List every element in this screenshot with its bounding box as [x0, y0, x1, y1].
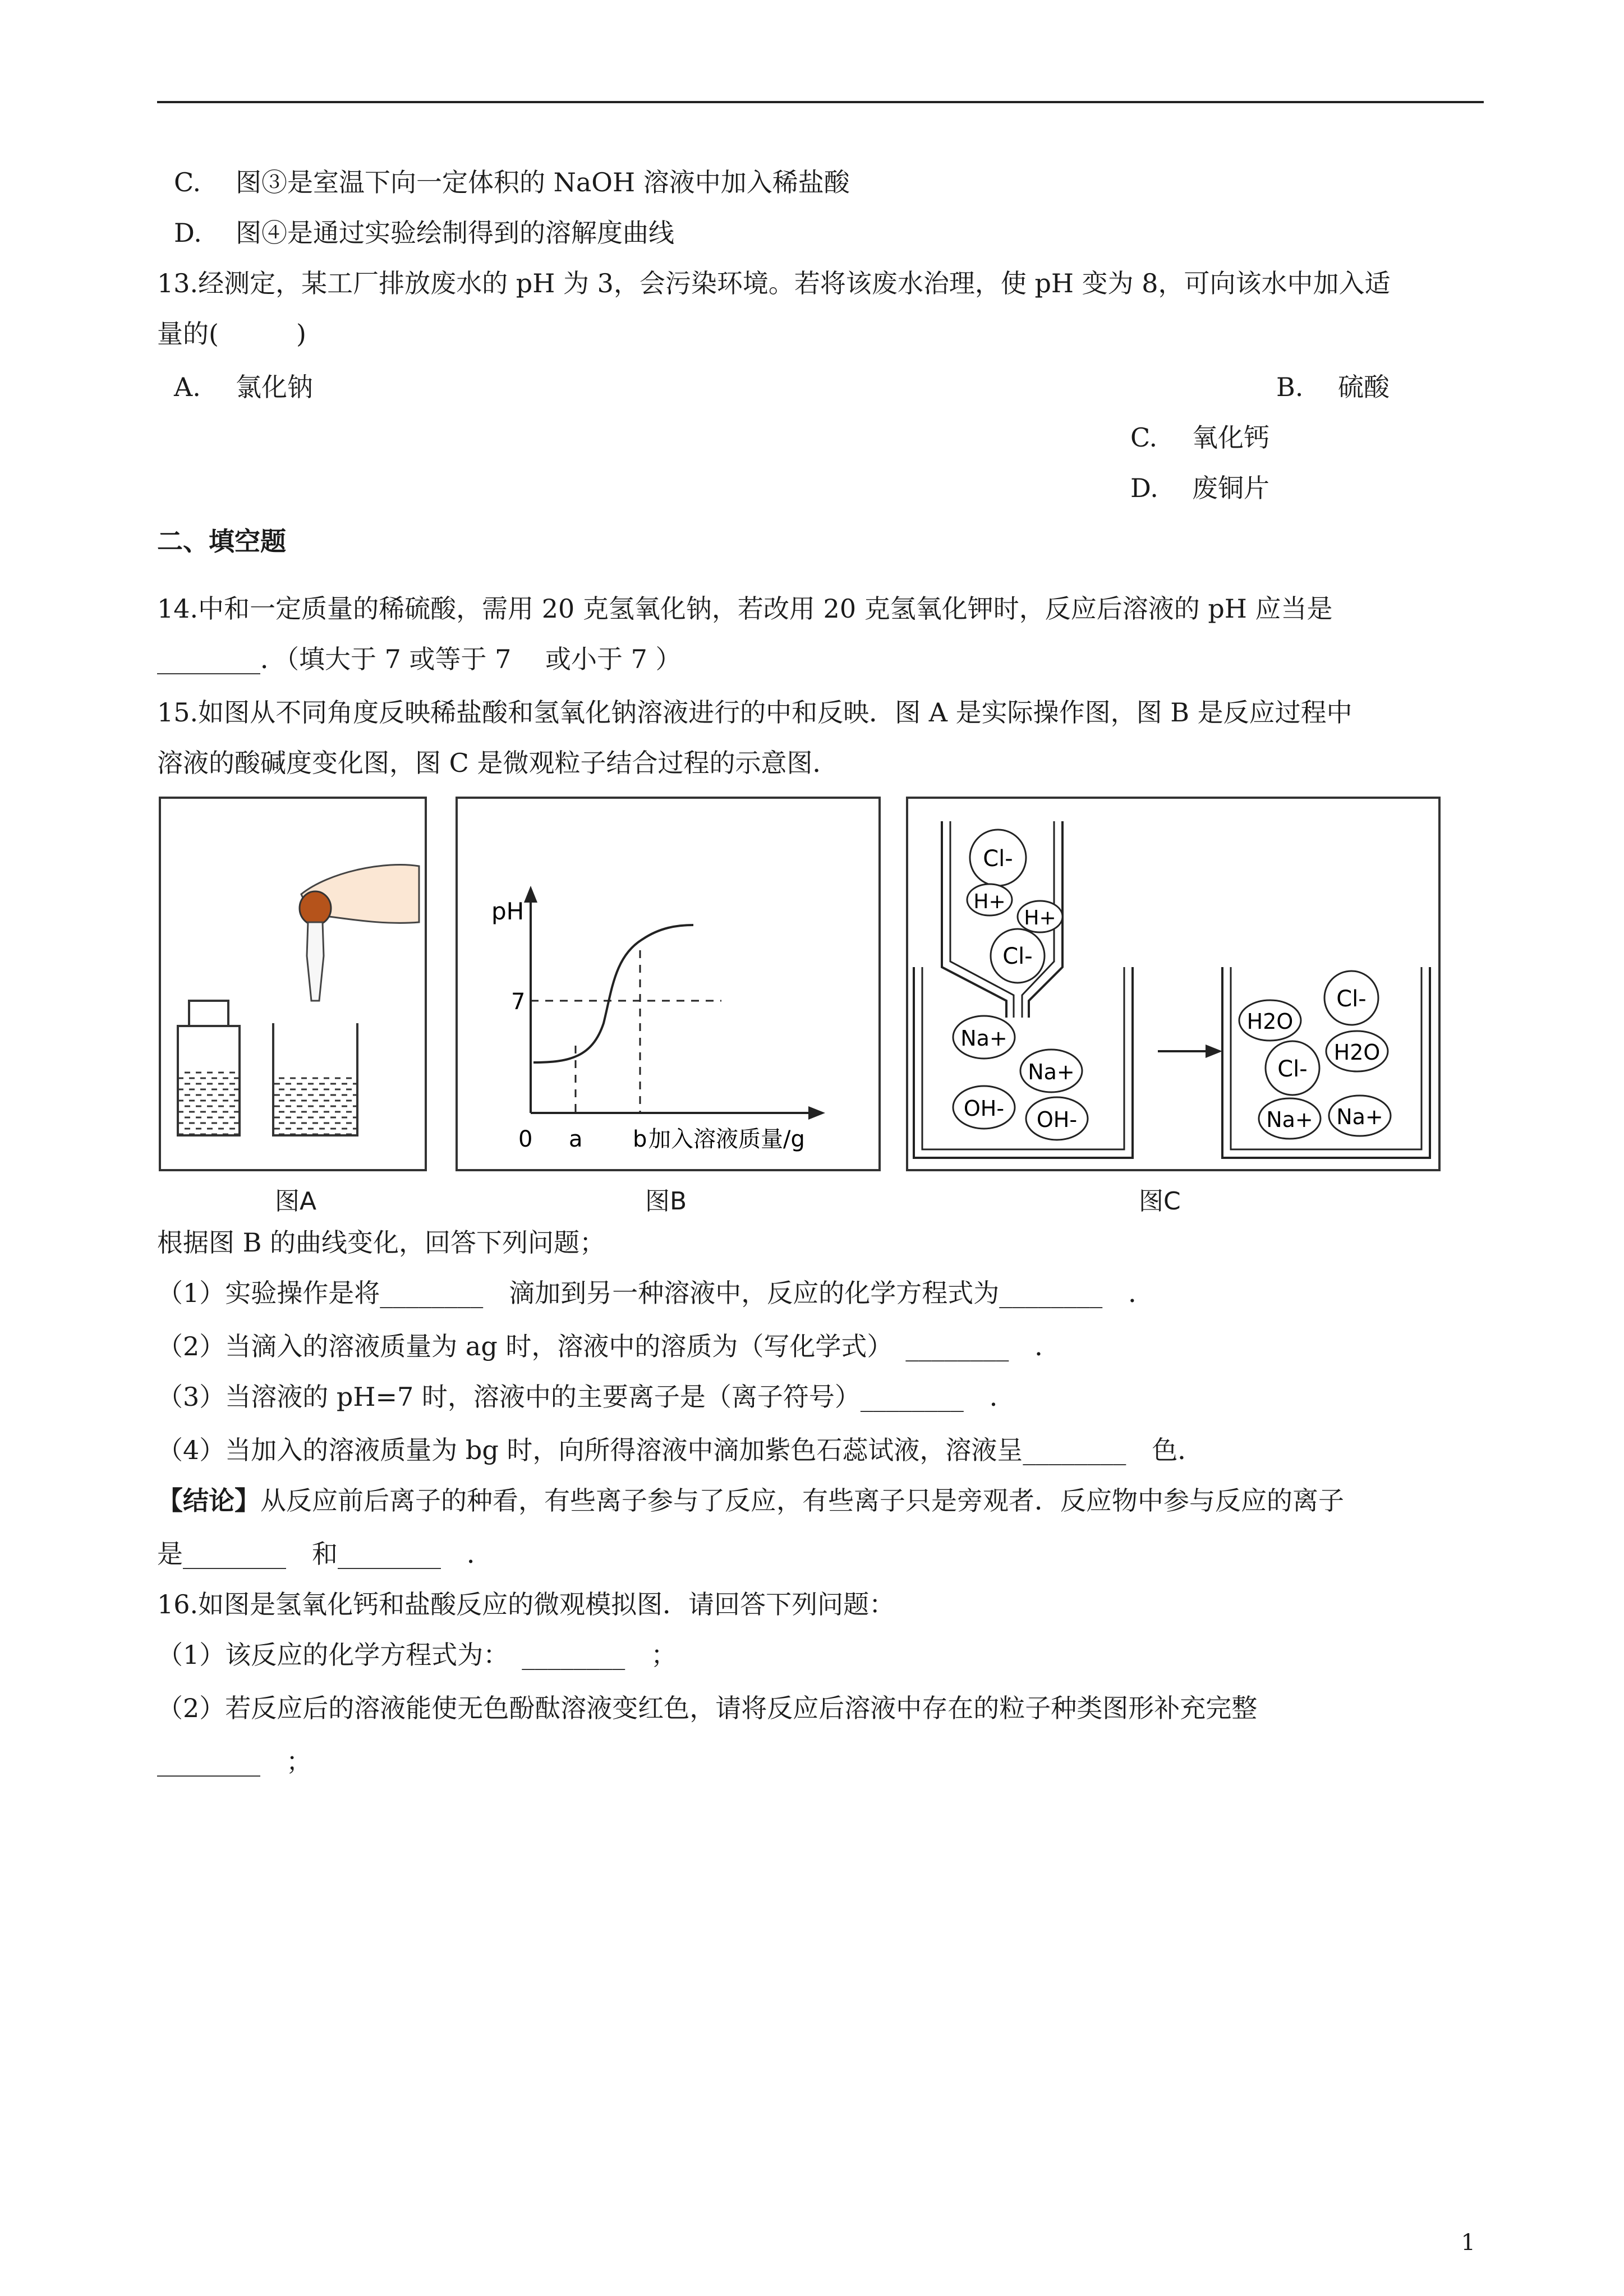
figure-b-chart: [458, 799, 878, 1169]
q16-stem: 16.如图是氢氧化钙和盐酸反应的微观模拟图．请回答下列问题：: [157, 1589, 895, 1619]
ion-h-1: [967, 884, 1012, 915]
svg-text:Na+: Na+: [1266, 1107, 1313, 1132]
ion-oh-2: [1026, 1097, 1088, 1140]
q15-intro: 根据图 B 的曲线变化，回答下列问题；: [157, 1227, 606, 1258]
q13-stem-line1: 13.经测定，某工厂排放废水的 pH 为 3，会污染环境。若将该废水治理，使 pH 变为 8，可向该水中加入适: [157, 268, 1391, 298]
svg-text:Na+: Na+: [1028, 1060, 1075, 1084]
figure-b-caption: 图B: [645, 1187, 687, 1216]
reaction-arrow-head: [1206, 1045, 1222, 1058]
figure-a-drawing: [161, 799, 425, 1169]
q14-stem-line1: 14.中和一定质量的稀硫酸，需用 20 克氢氧化钠，若改用 20 克氢氧化钾时，反应后溶液的 pH 应当是: [157, 593, 1333, 624]
svg-text:H2O: H2O: [1246, 1009, 1294, 1034]
section-fill-in-title: 二、填空题: [157, 526, 286, 556]
dropper-tube: [307, 922, 324, 1001]
page-number: 1: [1461, 2230, 1475, 2256]
q15-sub1: （1）实验操作是将________ 滴加到另一种溶液中，反应的化学方程式为________ ．: [157, 1278, 1154, 1308]
q15-sub4: （4）当加入的溶液质量为 bg 时，向所得溶液中滴加紫色石蕊试液，溶液呈________ 色．: [157, 1435, 1204, 1465]
b-label: b: [633, 1126, 647, 1152]
svg-text:OH-: OH-: [1036, 1107, 1078, 1132]
svg-text:Cl-: Cl-: [1002, 944, 1033, 969]
svg-text:H+: H+: [1024, 907, 1056, 930]
ph-curve: [533, 925, 693, 1062]
q13-option-a: A. 氯化钠: [174, 372, 313, 402]
q15-sub3: （3）当溶液的 pH=7 时，溶液中的主要离子是（离子符号）________ ．: [157, 1382, 1015, 1412]
q13-option-b: B. 硫酸: [1276, 372, 1390, 402]
q12-option-d: D. 图④是通过实验绘制得到的溶解度曲线: [174, 218, 674, 248]
svg-text:Na+: Na+: [1336, 1105, 1383, 1129]
figure-a-panel: [159, 797, 427, 1171]
figure-b-panel: [456, 797, 881, 1171]
x-axis-label: 加入溶液质量/g: [648, 1126, 805, 1152]
header-rule: [157, 101, 1484, 103]
ion-h-2: [1018, 901, 1062, 932]
x-axis-arrow: [808, 1106, 825, 1120]
svg-text:OH-: OH-: [963, 1096, 1005, 1121]
ph7-label: 7: [511, 989, 526, 1015]
ion-na-3: [1259, 1098, 1321, 1139]
ion-na-1: [953, 1016, 1015, 1059]
y-axis-label: pH: [491, 898, 525, 925]
ion-cl-3: [1324, 971, 1378, 1025]
q15-stem-line1: 15.如图从不同角度反映稀盐酸和氢氧化钠溶液进行的中和反映．图 A 是实际操作图，图 B 是反应过程中: [157, 697, 1352, 728]
q15-sub2: （2）当滴入的溶液质量为 ag 时，溶液中的溶质为（写化学式） ________ ．: [157, 1331, 1061, 1361]
q13-stem-line2: 量的( ): [157, 319, 306, 349]
ion-cl-1: [970, 830, 1026, 886]
figure-c-caption: 图C: [1139, 1187, 1181, 1216]
q16-sub2-blank: ________ ；: [157, 1746, 312, 1777]
figure-c-panel: [906, 797, 1441, 1171]
y-axis-arrow: [524, 886, 537, 903]
beaker-liquid: [274, 1074, 356, 1134]
ion-cl-2: [991, 929, 1045, 983]
q13-option-d: D. 废铜片: [1130, 473, 1269, 503]
ion-na-4: [1329, 1096, 1391, 1136]
svg-text:Cl-: Cl-: [983, 846, 1013, 872]
figure-c-drawing: [908, 799, 1438, 1169]
q16-sub1: （1）该反应的化学方程式为： ________ ；: [157, 1640, 677, 1670]
dropper-bulb: [300, 891, 331, 925]
svg-text:Na+: Na+: [960, 1026, 1007, 1051]
q12-option-c: C. 图③是室温下向一定体积的 NaOH 溶液中加入稀盐酸: [174, 167, 850, 197]
q14-stem-line2: ________．（填大于 7 或等于 7 或小于 7 ）: [157, 644, 682, 674]
figure-a-caption: 图A: [275, 1187, 317, 1216]
a-label: a: [569, 1126, 583, 1152]
svg-text:Cl-: Cl-: [1277, 1056, 1308, 1082]
q15-conclusion-line2: 是________ 和________ ．: [157, 1539, 493, 1569]
svg-text:H2O: H2O: [1333, 1040, 1381, 1065]
molecule-h2o-2: [1326, 1031, 1388, 1071]
q15-stem-line2: 溶液的酸碱度变化图，图 C 是微观粒子结合过程的示意图．: [157, 748, 839, 778]
ion-oh-1: [953, 1086, 1015, 1129]
q13-option-c: C. 氧化钙: [1130, 422, 1269, 453]
svg-text:Cl-: Cl-: [1336, 986, 1367, 1012]
origin-label: 0: [518, 1126, 533, 1152]
ion-na-2: [1020, 1050, 1082, 1092]
ion-cl-4: [1266, 1041, 1319, 1095]
bottle-liquid: [179, 1068, 238, 1134]
svg-text:H+: H+: [973, 890, 1006, 913]
bottle-neck: [189, 1001, 228, 1026]
q16-sub2: （2）若反应后的溶液能使无色酚酞溶液变红色，请将反应后溶液中存在的粒子种类图形补充完整: [157, 1693, 1258, 1723]
molecule-h2o-1: [1239, 1000, 1301, 1041]
q15-conclusion: 【结论】从反应前后离子的种看，有些离子参与了反应，有些离子只是旁观者．反应物中参与反应的离子: [157, 1485, 1344, 1516]
